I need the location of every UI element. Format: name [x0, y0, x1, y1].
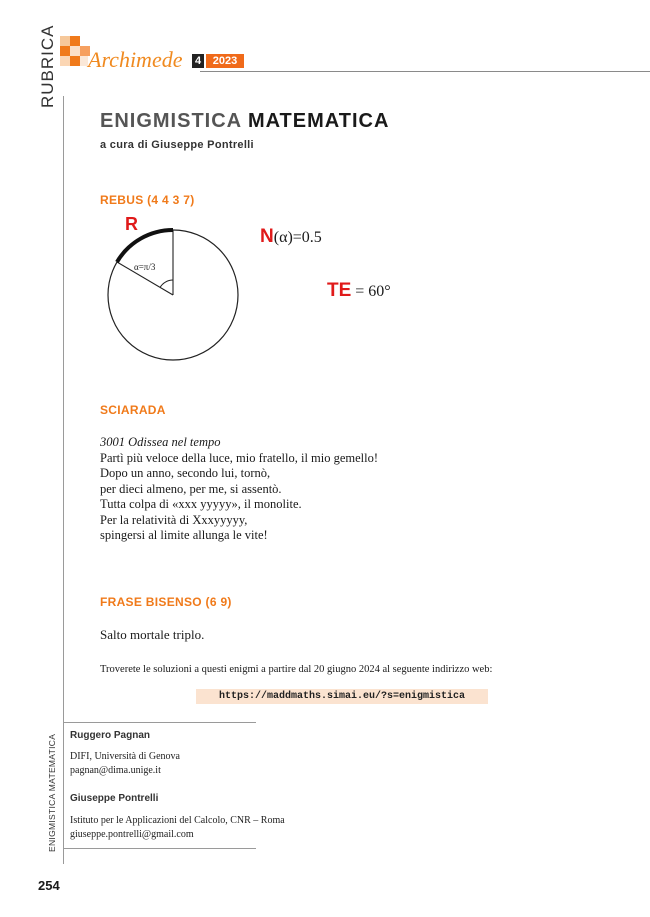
angle-arc — [160, 280, 173, 288]
frase-text: Salto mortale triplo. — [100, 627, 205, 642]
margin-rule — [63, 96, 64, 864]
title-part-1: ENIGMISTICA — [100, 110, 242, 132]
angle-label: α=π/3 — [134, 262, 156, 272]
journal-name: Archimede — [88, 47, 183, 72]
rebus-heading: REBUS (4 4 3 7) — [100, 193, 195, 207]
author-affiliation: DIFI, Università di Genova — [70, 751, 180, 762]
author-rule — [64, 722, 256, 723]
rubrica-label: RUBRICA — [38, 24, 57, 108]
poem-line: Partì più veloce della luce, mio fratello, il mio gemello! — [100, 450, 379, 465]
author-email: giuseppe.pontrelli@gmail.com — [70, 829, 194, 840]
poem-line: Dopo un anno, secondo lui, tornò, — [100, 466, 271, 480]
author-name: Ruggero Pagnan — [70, 730, 151, 741]
rebus-formula-1 — [260, 226, 322, 248]
poem-title: 3001 Odissea nel tempo — [100, 435, 221, 449]
poem-line: spingersi al limite allunga le vite! — [100, 528, 268, 542]
article-title — [100, 110, 389, 133]
rebus-circle-figure — [100, 214, 250, 364]
sciarada-poem — [100, 435, 378, 544]
year-badge: 2023 — [206, 54, 244, 68]
author-name: Giuseppe Pontrelli — [70, 793, 159, 804]
poem-line: Per la relatività di Xxxyyyyy, — [100, 512, 248, 527]
poem-line: Tutta colpa di «xxx yyyyy», il monolite. — [100, 497, 302, 511]
formula-1-letter: N — [260, 226, 274, 247]
formula-2-letters: TE — [327, 280, 352, 301]
solutions-url-link[interactable]: https://maddmaths.simai.eu/?s=enigmistica — [196, 689, 488, 704]
author-email: pagnan@dima.unige.it — [70, 765, 161, 776]
page-number: 254 — [38, 878, 60, 893]
sciarada-heading: SCIARADA — [100, 403, 166, 417]
section-vertical-label: ENIGMISTICA MATEMATICA — [47, 733, 57, 852]
header-rule — [200, 71, 650, 72]
formula-2-rest: = 60° — [351, 283, 391, 300]
author-rule — [64, 848, 256, 849]
frase-heading: FRASE BISENSO (6 9) — [100, 595, 232, 609]
rebus-formula-2 — [327, 280, 391, 302]
solutions-note: Troverete le soluzioni a questi enigmi a partire dal 20 giugno 2024 al seguente indirizzo web: — [100, 664, 493, 675]
poem-line: per dieci almeno, per me, si assentò. — [100, 481, 282, 496]
article-subtitle: a cura di Giuseppe Pontrelli — [100, 139, 254, 151]
issue-badge: 4 — [192, 54, 204, 68]
formula-1-rest: (α)=0.5 — [273, 229, 322, 246]
author-affiliation: Istituto per le Applicazioni del Calcolo, CNR – Roma — [70, 815, 285, 826]
title-part-2: MATEMATICA — [247, 110, 390, 132]
rebus-label-r: R — [125, 214, 138, 234]
